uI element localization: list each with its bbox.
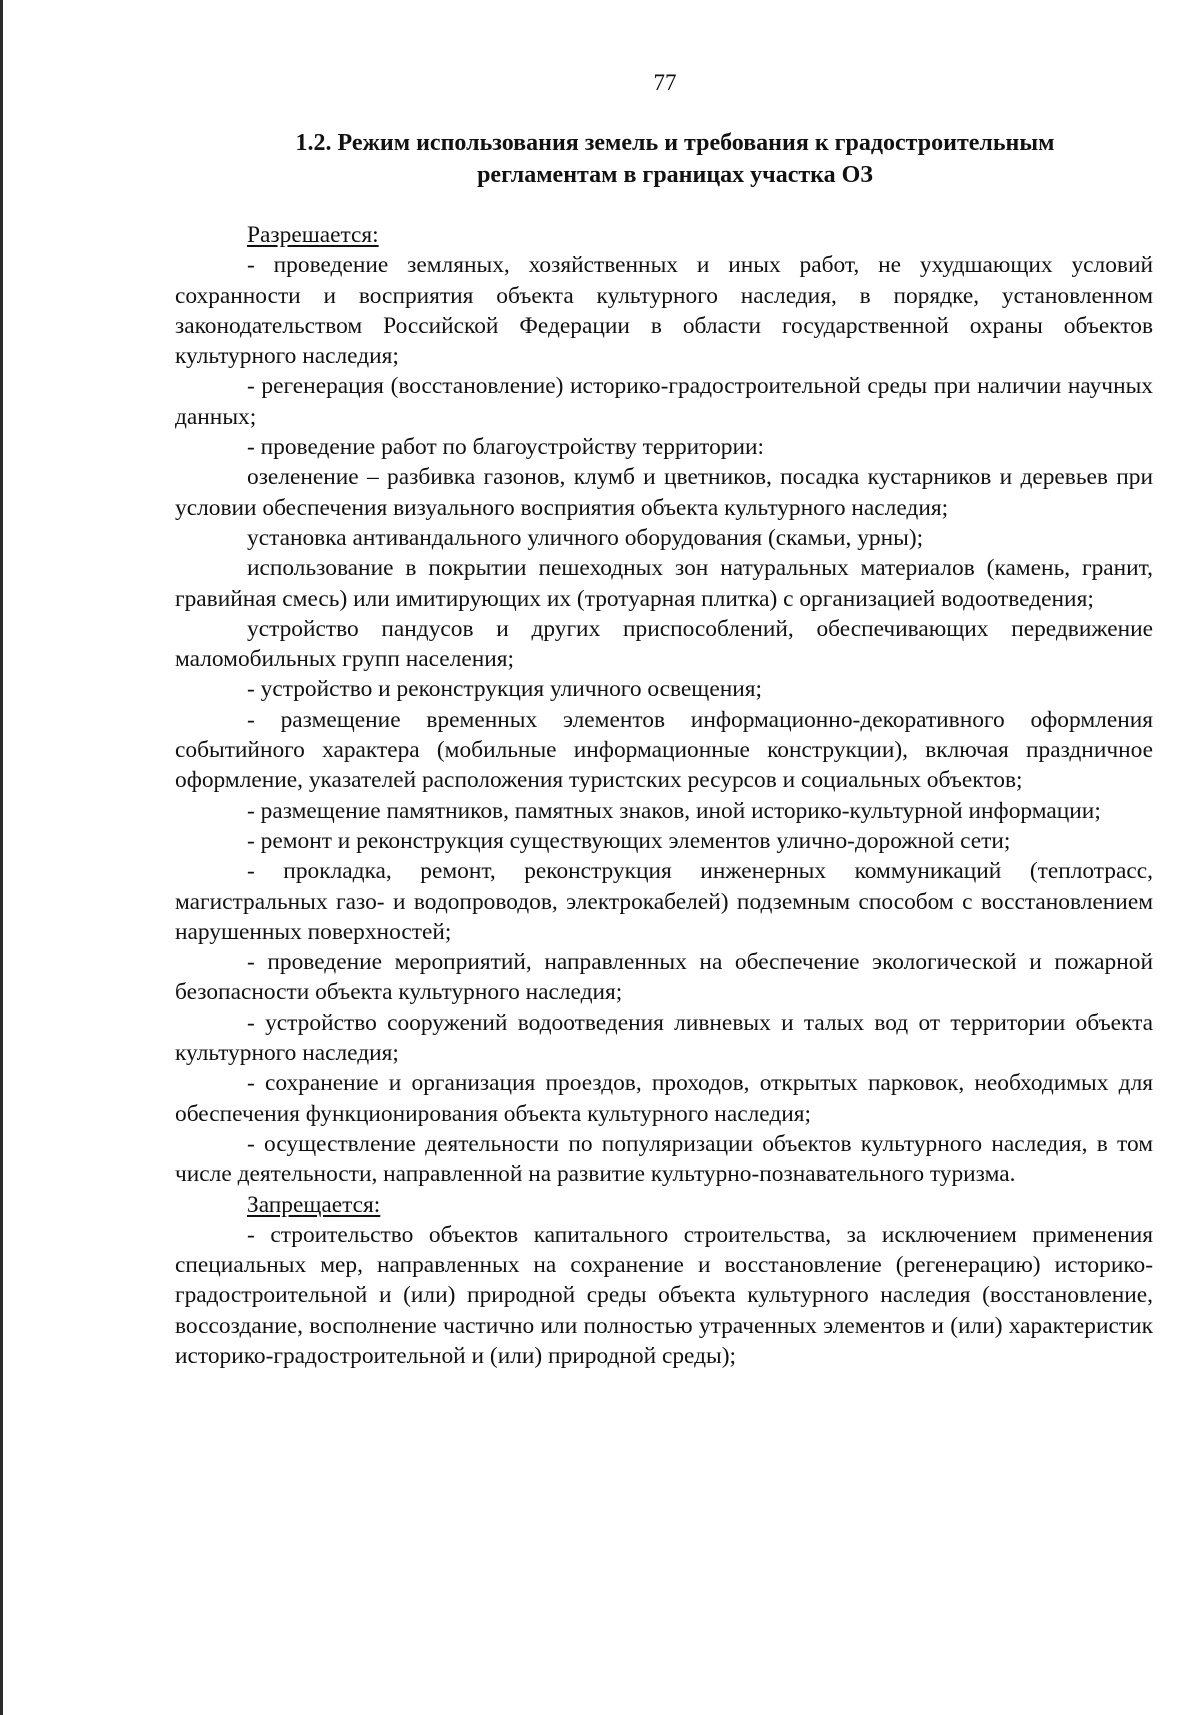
prohibited-label: Запрещается:	[247, 1191, 381, 1218]
allowed-item: - проведение мероприятий, направленных на обеспечение экологической и пожарной безопасности объекта культурного наследия;	[175, 949, 1153, 1006]
section-title	[175, 127, 1175, 191]
allowed-item: - проведение земляных, хозяйственных и иных работ, не ухудшающих условий сохранности и восприятия объекта культурного наследия, в порядке, установленном законодательством Российской Федерации в области государственной охраны объектов культурного наследия;	[175, 252, 1153, 370]
allowed-item: - осуществление деятельности по популяризации объектов культурного наследия, в том числе деятельности, направленной на развитие культурно-познавательного туризма.	[175, 1130, 1153, 1188]
document-body	[175, 220, 1153, 1371]
allowed-item: использование в покрытии пешеходных зон натуральных материалов (камень, гранит, гравийная смесь) или имитирующих их (тротуарная плитка) с организацией водоотведения;	[175, 555, 1153, 612]
allowed-item: - устройство и реконструкция уличного освещения;	[247, 676, 762, 703]
prohibited-item: - строительство объектов капитального строительства, за исключением применения специальных мер, направленных на сохранение и восстановление (регенерацию) историко-градостроительной и (или) природной среды объекта культурного наследия (восстановление, воссоздание, восполнение частично или полностью утраченных элементов и (или) характеристик историко-градостроительной и (или) природной среды);	[175, 1221, 1153, 1369]
allowed-label: Разрешается:	[247, 222, 379, 248]
allowed-item: - сохранение и организация проездов, проходов, открытых парковок, необходимых для обеспечения функционирования объекта культурного наследия;	[175, 1070, 1153, 1127]
allowed-item: устройство пандусов и других приспособлений, обеспечивающих передвижение маломобильных групп населения;	[175, 615, 1153, 673]
allowed-item: - размещение памятников, памятных знаков, иной историко-культурной информации;	[247, 797, 1101, 824]
allowed-item: - прокладка, ремонт, реконструкция инженерных коммуникаций (теплотрасс, магистральных газо- и водопроводов, электрокабелей) подземным способом с восстановлением нарушенных поверхностей;	[175, 858, 1153, 945]
section-title-line-2: регламентам в границах участка ОЗ	[477, 162, 873, 188]
allowed-item: - размещение временных элементов информационно-декоративного оформления событийного характера (мобильные информационные конструкции), включая праздничное оформление, указателей расположения туристских ресурсов и социальных объектов;	[175, 706, 1153, 794]
section-title-line-1: 1.2. Режим использования земель и требования к градостроительным	[295, 130, 1055, 156]
allowed-item: - проведение работ по благоустройству территории:	[247, 434, 764, 461]
page-number: 77	[653, 70, 677, 95]
allowed-item: озеленение – разбивка газонов, клумб и цветников, посадка кустарников и деревьев при условии обеспечения визуального восприятия объекта культурного наследия;	[175, 464, 1153, 521]
allowed-item: установка антивандального уличного оборудования (скамьи, урны);	[247, 524, 924, 551]
allowed-item: - ремонт и реконструкция существующих элементов улично-дорожной сети;	[247, 827, 1011, 854]
allowed-item: - регенерация (восстановление) историко-градостроительной среды при наличии научных данных;	[175, 373, 1153, 430]
allowed-item: - устройство сооружений водоотведения ливневых и талых вод от территории объекта культурного наследия;	[175, 1009, 1153, 1067]
scan-edge-line	[0, 0, 3, 1715]
